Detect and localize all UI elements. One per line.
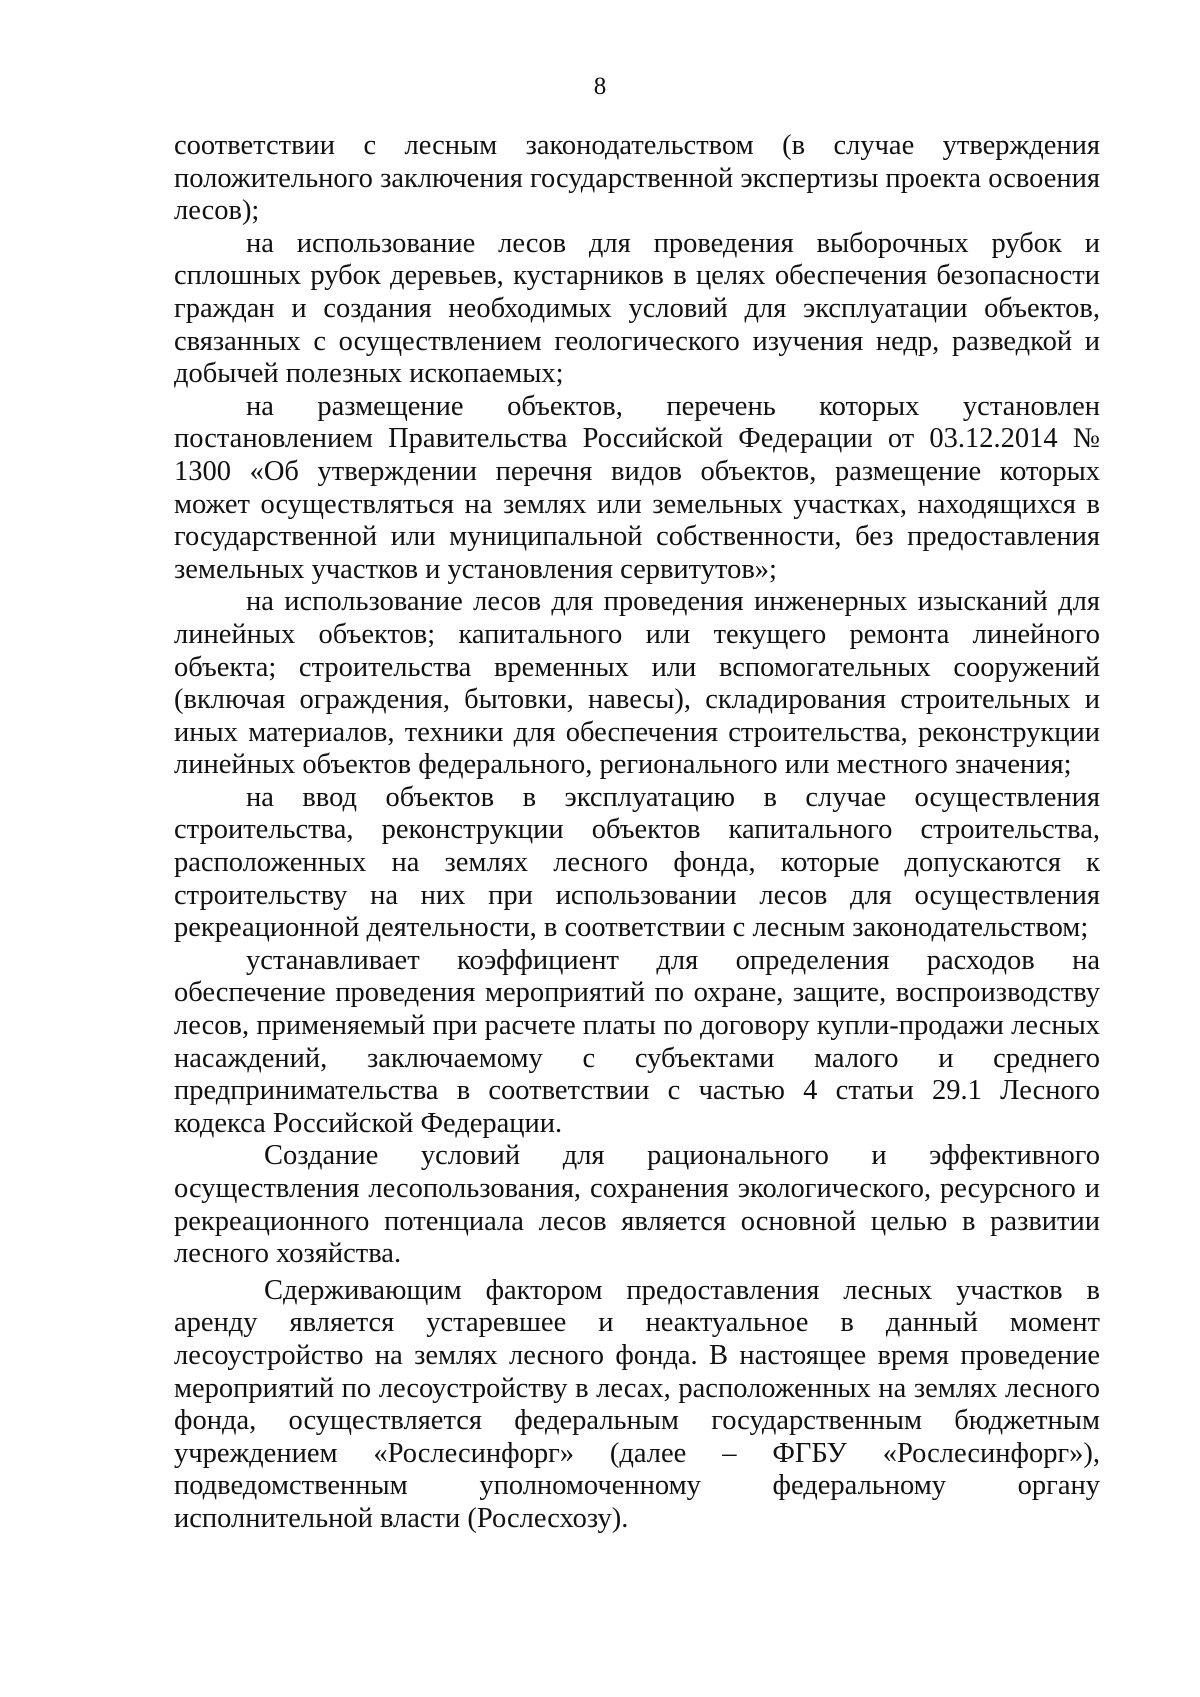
paragraph-main-goal: Создание условий для рационального и эффективного осуществления лесопользования, сохранения экологического, ресурсного и рекреационного потенциала лесов является основной целью в развитии лесного хозяйства. — [174, 1140, 1100, 1270]
page-number: 8 — [593, 73, 607, 100]
paragraph-coefficient: устанавливает коэффициент для определения расходов на обеспечение проведения мероприятий по охране, защите, воспроизводству лесов, применяемый при расчете платы по договору купли-продажи лесных насаждений, заключаемому с субъектами малого и среднего предпринимательства в соответствии с частью 4 статьи 29.1 Лесного кодекса Российской Федерации. — [174, 944, 1100, 1139]
paragraph-selective-felling: на использование лесов для проведения выборочных рубок и сплошных рубок деревьев, кустарников в целях обеспечения безопасности граждан и создания необходимых условий для эксплуатации объектов, связанных с осуществлением геологического изучения недр, разведкой и добычей полезных ископаемых; — [174, 227, 1100, 390]
paragraph-engineering-surveys: на использование лесов для проведения инженерных изысканий для линейных объектов; капитального или текущего ремонта линейного объекта; строительства временных или вспомогательных сооружений (включая ограждения, бытовки, навесы), складирования строительных и иных материалов, техники для обеспечения строительства, реконструкции линейных объектов федерального, регионального или местного значения; — [174, 586, 1100, 781]
paragraph-restraining-factor: Сдерживающим фактором предоставления лесных участков в аренду является устаревшее и неактуальное в данный момент лесоустройство на землях лесного фонда. В настоящее время проведение мероприятий по лесоустройству в лесах, расположенных на землях лесного фонда, осуществляется федеральным государственным бюджетным учреждением «Рослесинфорг» (далее – ФГБУ «Рослесинфорг»), подведомственным уполномоченному федеральному органу исполнительной власти (Рослесхозу). — [174, 1274, 1100, 1534]
paragraph-continuation: соответствии с лесным законодательством (в случае утверждения положительного заключения государственной экспертизы проекта освоения лесов); — [174, 130, 1100, 227]
paragraph-commissioning: на ввод объектов в эксплуатацию в случае осуществления строительства, реконструкции объектов капитального строительства, расположенных на землях лесного фонда, которые допускаются к строительству на них при использовании лесов для осуществления рекреационной деятельности, в соответствии с лесным законодательством; — [174, 781, 1100, 944]
document-body — [174, 130, 1100, 1536]
paragraph-object-placement: на размещение объектов, перечень которых установлен постановлением Правительства Российской Федерации от 03.12.2014 № 1300 «Об утверждении перечня видов объектов, размещение которых может осуществляться на землях или земельных участках, находящихся в государственной или муниципальной собственности, без предоставления земельных участков и установления сервитутов»; — [174, 390, 1100, 585]
